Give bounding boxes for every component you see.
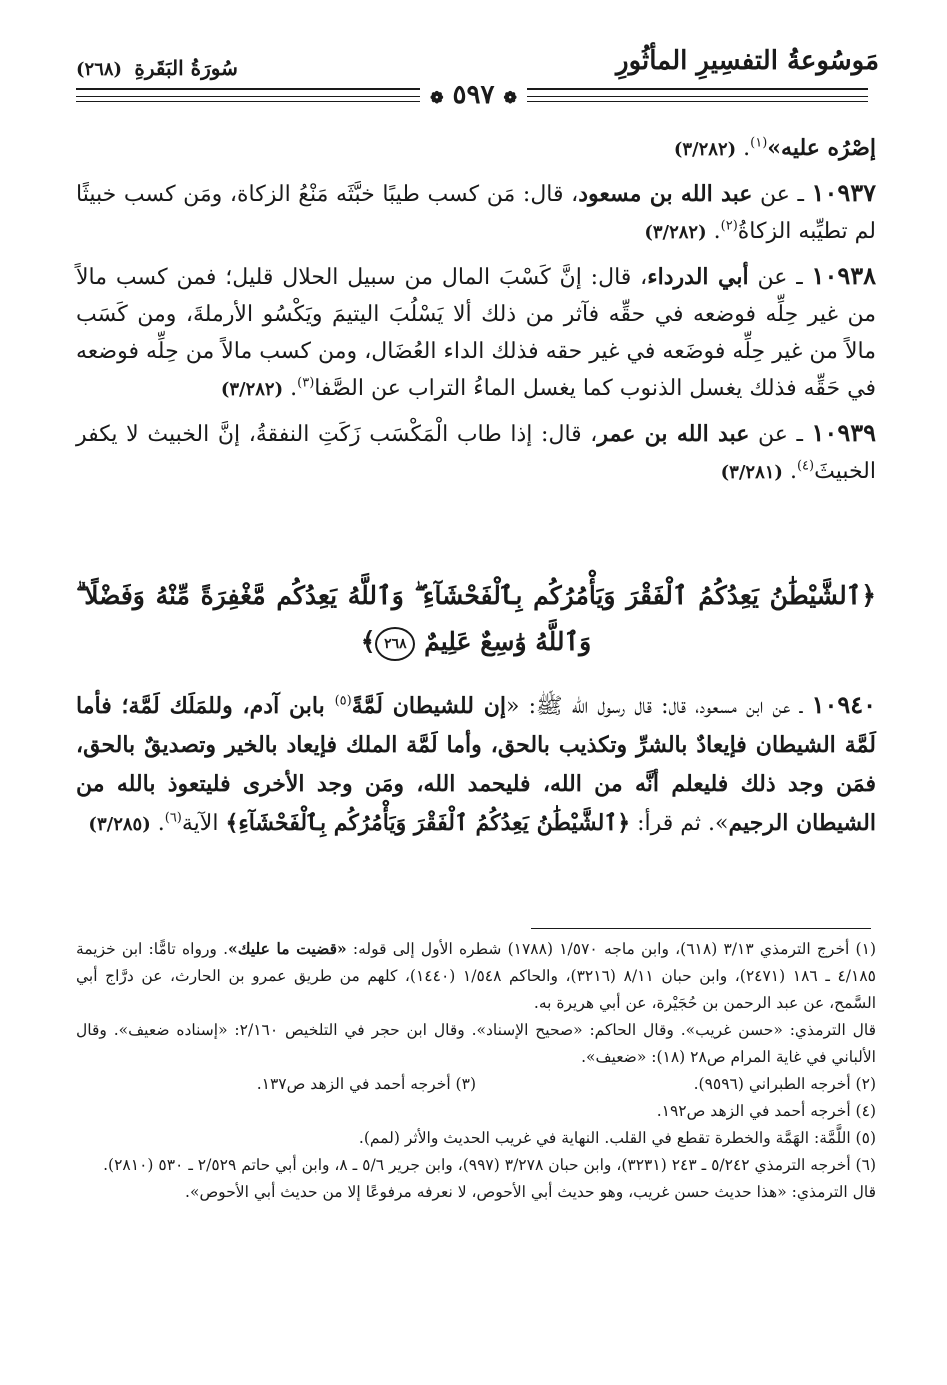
footnote-text: . ورواه تامًّا: ابن خزيمة ٤/١٨٥ ـ ١٨٦ (٢٤٧١)، وابن حبان ٨/١١ (٣٢١٦)، والحاكم ١/٥٤٨ (١٤٤٠)، كلهم من طريق عمرو بن الحارث، عن درَّاج أبي السَّمح، عن عبد الرحمن بن حُجَيْرة، عن أبي هريرة به.: [76, 940, 876, 1012]
hadith-10939: ١٠٩٣٩ ـ عن عبد الله بن عمر، قال: إذا طاب الْمَكْسَب زَكَتِ النفقةُ، إنَّ الخبيث لا يكفر الخبيثَ$^{(٤)}$. (٣/٢٨١): [76, 418, 876, 484]
hadith-10940: ١٠٩٤٠ ـ عن ابن مسعود، قال: قال رسول الله ﷺ: «إن للشيطان لَمَّةً$^{(٥)}$ بابن آدم، وللمَلَك لَمَّة؛ فأما لَمَّة الشيطان فإيعادٌ بالشرِّ وتكذيب بالحق، وأما لَمَّة الملك فإيعاد بالخير وتصديقٌ بالحق، فمَن وجد ذلك فليعلم أنَّه من الله، فليحمد الله، ومَن وجد الأخرى فليتعوذ بالله من الشيطان الرجيم». ثم قرأ: ﴿ٱلشَّيْطَٰنُ يَعِدُكُمُ ٱلْفَقْرَ وَيَأْمُرُكُم بِٱلْفَحْشَآءِ﴾ الآية$^{(٦)}$. (٣/٢٨٥): [76, 690, 877, 836]
hadith-number: ١٠٩٣٨: [811, 261, 876, 290]
footnote-6-cont: قال الترمذي: «هذا حديث حسن غريب، وهو حديث أبي الأحوص، لا نعرفه مرفوعًا إلا من حديث أبي الأحوص».: [185, 1183, 876, 1201]
footnote-1-cont: قال الترمذي: «حسن غريب». وقال الحاكم: «صحيح الإسناد». وقال ابن حجر في التلخيص ٢/١٦٠: «إسناده ضعيف». وقال الألباني في غاية المرام ص٢٨ (١٨): «ضعيف».: [76, 1021, 877, 1066]
volume-reference: (٣/٢٨١): [720, 462, 783, 483]
footnote-text: (١) أخرج الترمذي ٣/١٣ (٦١٨)، وابن ماجه ١/٥٧٠ (١٧٨٨) شطره الأول إلى قوله:: [346, 940, 876, 958]
narrator-name: عبد الله بن عمر: [597, 421, 750, 447]
footnote-5: (٥) اللَّمَّة: الهَمَّة والخطرة تقطع في القلب. النهاية في غريب الحديث والأثر (لمم).: [358, 1129, 876, 1147]
surah-header: [76, 56, 238, 80]
hadith-prefix: ـ عن: [759, 182, 804, 207]
footnotes: [76, 935, 876, 1206]
page-number: ٥٩٧: [452, 80, 495, 110]
surah-name: سُورَةُ البَقَرةِ: [134, 56, 238, 80]
ornament-icon: ❁: [503, 88, 517, 107]
footnote-marker: (٥): [334, 693, 352, 709]
hadith-number: ١٠٩٣٧: [811, 178, 876, 207]
volume-reference: (٣/٢٨٢): [673, 139, 737, 160]
volume-reference: (٣/٢٨٢): [644, 222, 707, 243]
hadith-10937: ١٠٩٣٧ ـ عن عبد الله بن مسعود، قال: مَن كسب طيبًا خبَّثَه مَنْعُ الزكاة، ومَن كسب خبيثًا لم تطيِّبه الزكاةُ$^{(٢)}$. (٣/٢٨٢): [76, 178, 876, 244]
volume-reference: (٣/٢٨٥): [88, 814, 151, 835]
hadith-quote: إن للشيطان لَمَّةً: [351, 693, 507, 719]
narrator-name: أبي الدرداء: [647, 264, 749, 290]
footnote-1: [76, 935, 876, 1017]
verse-number-badge: ٢٦٨: [375, 627, 415, 661]
hadith-prefix: ـ عن: [757, 422, 803, 447]
narrator-name: عبد الله بن مسعود: [578, 181, 753, 207]
footnote-4: (٤) أخرجه أحمد في الزهد ص١٩٢.: [656, 1102, 876, 1120]
hadith-quote: بابن آدم، وللمَلَك لَمَّة؛ فأما لَمَّة الشيطان فإيعادٌ بالشرِّ وتكذيب بالحق، وأما لَمَّة الملك فإيعاد بالخير وتصديقٌ بالحق، فمَن وجد ذلك فليعلم أنَّه من الله، فليحمد الله، ومَن وجد الأخرى فليتعوذ بالله من الشيطان الرجيم: [76, 693, 876, 836]
hadith-text: إصْرُه عليه»: [767, 135, 876, 161]
hadith-10938: ١٠٩٣٨ ـ عن أبي الدرداء، قال: إنَّ كَسْبَ المال من سبيل الحلال قليل؛ فمن كسب مالاً من غير حِلِّه فوضعه في حقِّه فآثر من ذلك ألا يَسْلُبَ اليتيمَ ويَكْسُو الأرملةَ، ومن كَسَب مالاً من غير حِلِّه فوضَعه في غير حقه فذلك الداء العُضَال، ومن كسب مالاً من حِلِّه فوضعه في حَقِّه فذلك يغسل الذنوب كما يغسل الماءُ التراب عن الصَّفا$^{(٣)}$. (٣/٢٨٢): [76, 261, 876, 401]
hadith-text: ، قال: إذا طاب الْمَكْسَب زَكَتِ النفقةُ، إنَّ الخبيث لا يكفر الخبيثَ: [76, 422, 876, 484]
page-number-wrap: [0, 80, 947, 110]
footnote-6: (٦) أخرجه الترمذي ٥/٢٤٢ ـ ٢٤٣ (٣٢٣١)، وابن حبان ٣/٢٧٨ (٩٩٧)، وابن جرير ٥/٦ ـ ٨، وابن أبي حاتم ٢/٥٢٩ ـ ٥٣٠ (٢٨١٠).: [103, 1156, 876, 1174]
hadith-text: ، قال: مَن كسب طيبًا خبَّثَه مَنْعُ الزكاة، ومَن كسب خبيثًا لم تطيِّبه الزكاةُ: [76, 182, 876, 244]
hadith-intro: ـ عن ابن مسعود، قال: قال رسول الله ﷺ: «: [506, 694, 803, 719]
verse-open-bracket: ﴿: [861, 581, 876, 610]
verse-quote: ﴿ٱلشَّيْطَٰنُ يَعِدُكُمُ ٱلْفَقْرَ وَيَأْمُرُكُم بِٱلْفَحْشَآءِ﴾: [225, 810, 631, 836]
page-number-box: [420, 80, 527, 110]
hadith-number: ١٠٩٤٠: [811, 690, 877, 719]
ornament-icon: ❁: [430, 88, 444, 107]
hadith-10936-end: إصْرُه عليه»$^{(١)}$. (٣/٢٨٢): [673, 135, 876, 161]
footnote-quote: «قضيت ما عليك»: [228, 939, 347, 958]
main-text: [76, 130, 876, 497]
footnote-marker: (٤): [796, 458, 815, 474]
hadith-number: ١٠٩٣٩: [811, 418, 876, 447]
verse-reference: (٢٦٨): [76, 59, 123, 80]
quran-verse: [76, 573, 876, 665]
volume-reference: (٣/٢٨٢): [220, 379, 284, 400]
verse-close-bracket: ﴾: [360, 627, 376, 656]
footnote-marker: (٣): [297, 375, 315, 391]
footnote-marker: (٢): [720, 218, 738, 234]
hadith-text: ، قال: إنَّ كَسْبَ المال من سبيل الحلال قليل؛ فمن كسب مالاً من غير حِلِّه فوضعه في حقِّه فآثر من ذلك ألا يَسْلُبَ اليتيمَ ويَكْسُو الأرملةَ، ومن كَسَب مالاً من غير حِلِّه فوضَعه في غير حقه فذلك الداء العُضَال، ومن كسب مالاً من حِلِّه فوضعه في حَقِّه فذلك يغسل الذنوب كما يغسل الماءُ التراب عن الصَّفا: [76, 265, 876, 401]
footnote-separator: [531, 928, 871, 929]
footnote-marker: (٦): [164, 810, 182, 826]
hadith-connector: ». ثم قرأ:: [630, 811, 729, 836]
book-title: مَوسُوعةُ التفسِيرِ المأثُورِ: [616, 46, 879, 76]
verse-text: ٱلشَّيْطَٰنُ يَعِدُكُمُ ٱلْفَقْرَ وَيَأْمُرُكُم بِٱلْفَحْشَآءِ ۖ وَٱللَّهُ يَعِدُكُم مَّغْفِرَةً مِّنْهُ وَفَضْلًا ۗ وَٱللَّهُ وَٰسِعٌ عَلِيمٌ: [76, 581, 862, 656]
hadith-tail: الآية: [181, 811, 226, 836]
footnote-row: [76, 1071, 876, 1098]
footnote-3: (٣) أخرجه أحمد في الزهد ص١٣٧.: [256, 1075, 476, 1093]
footnote-2: (٢) أخرجه الطبراني (٩٥٩٦).: [693, 1075, 876, 1093]
hadith-prefix: ـ عن: [757, 265, 803, 290]
footnote-marker: (١): [750, 135, 768, 151]
